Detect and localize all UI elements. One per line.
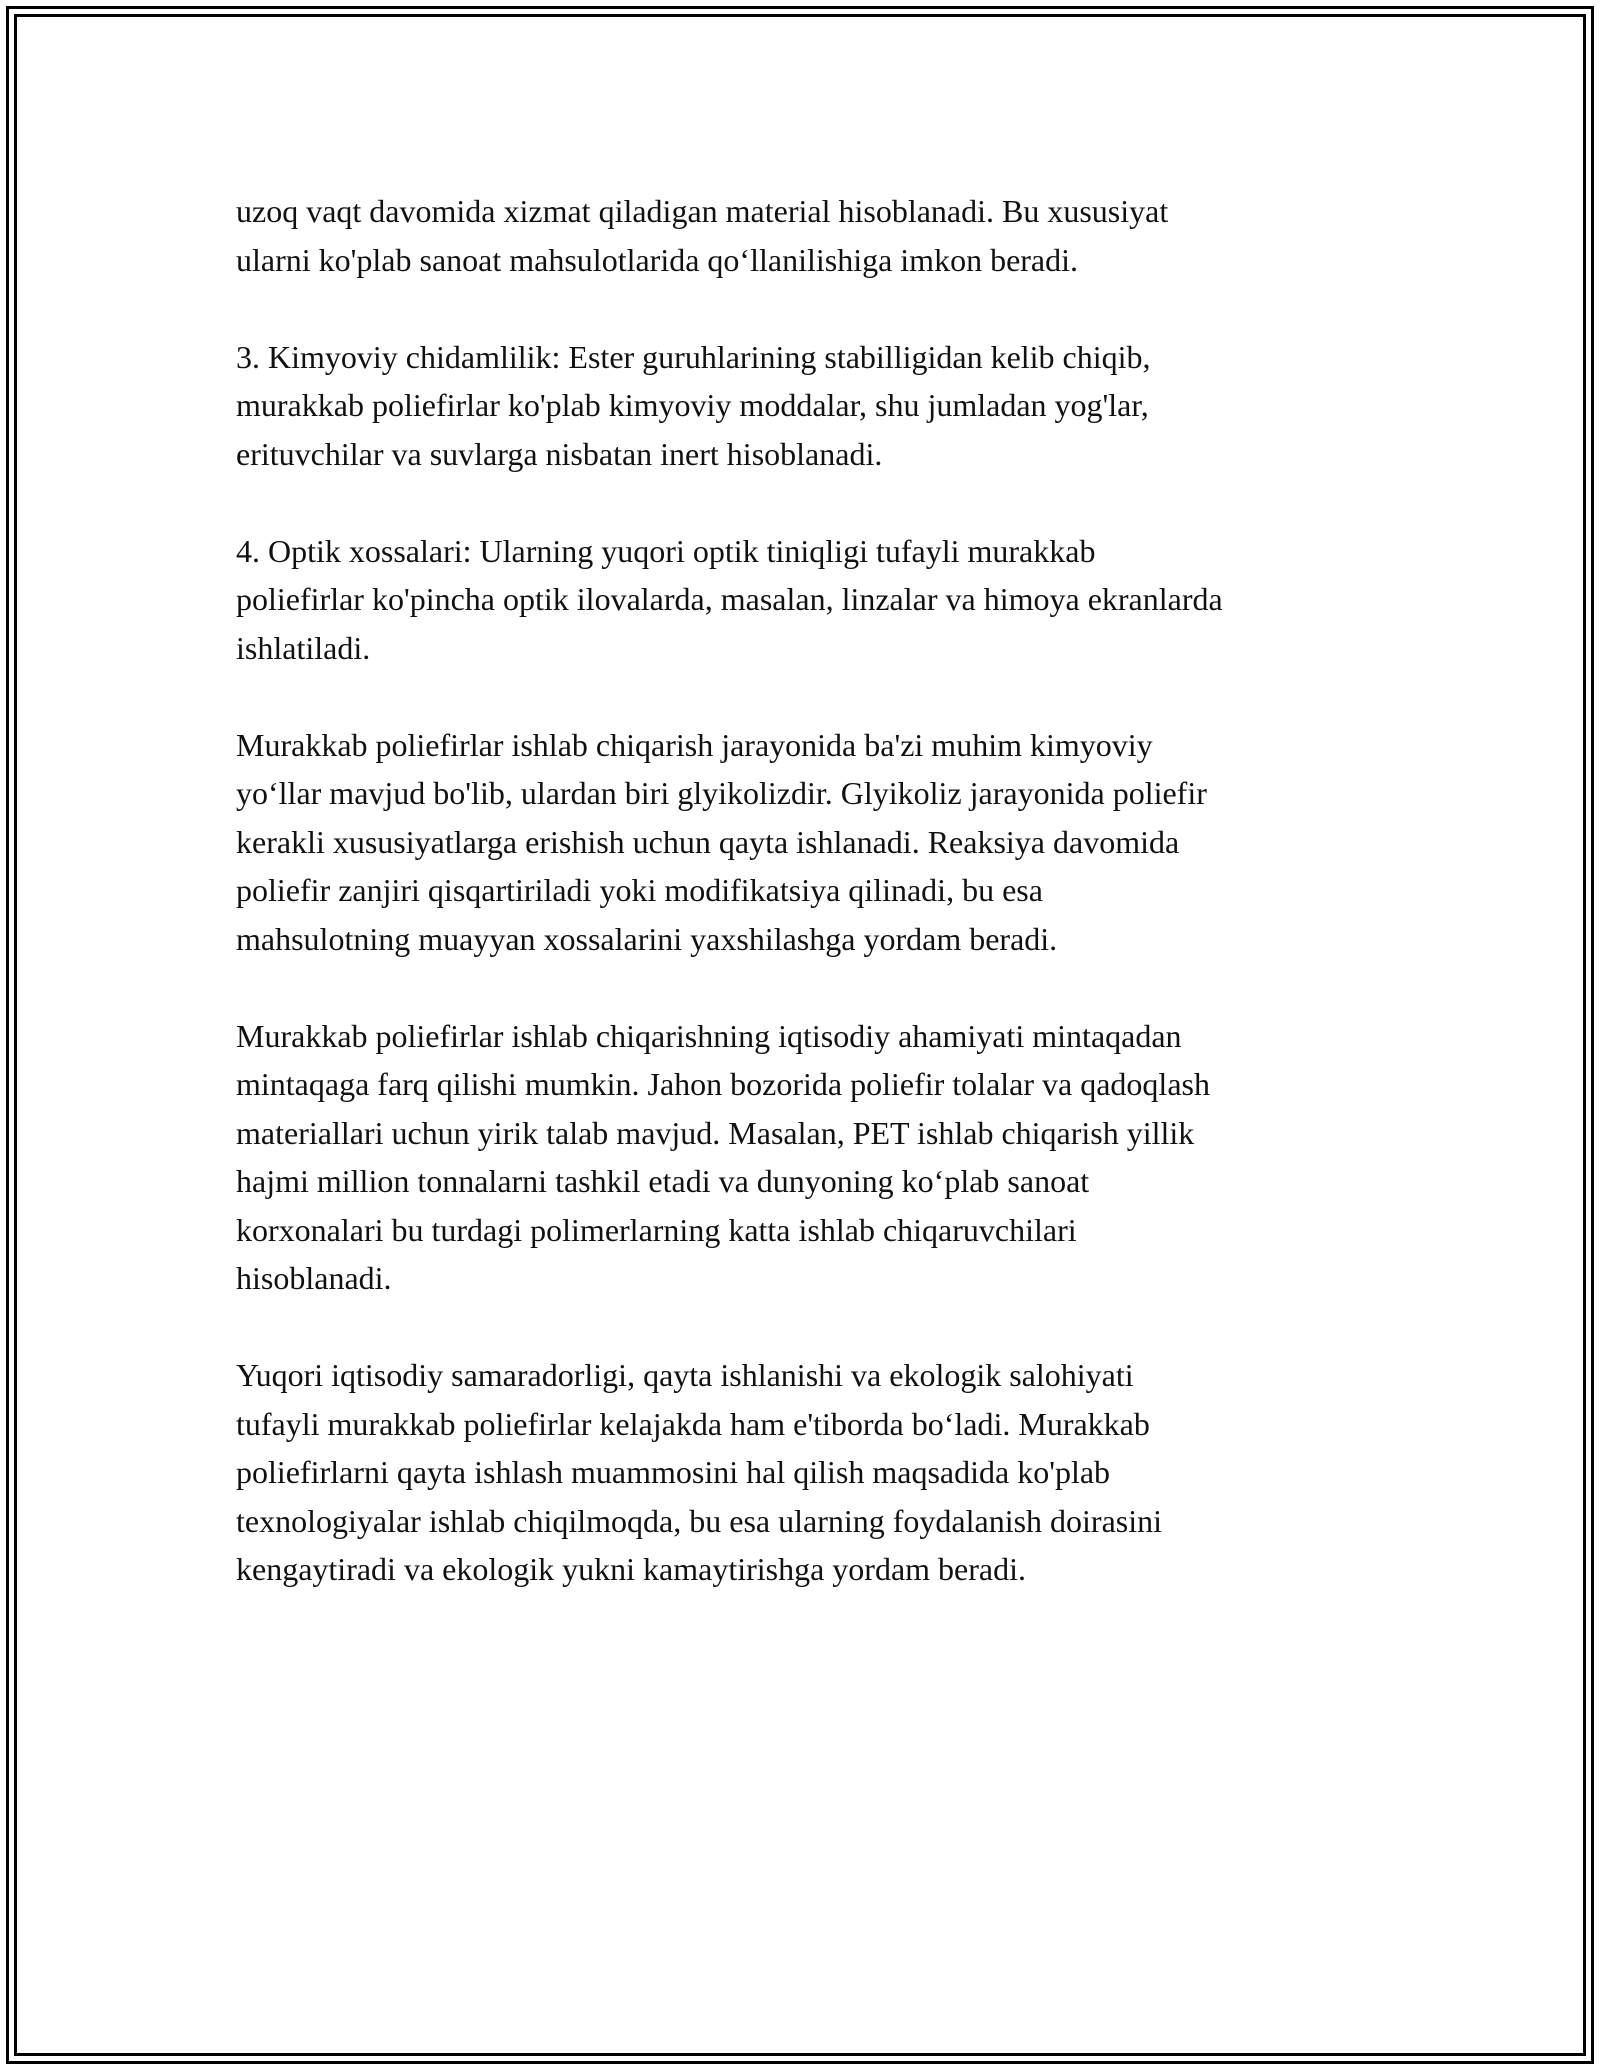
paragraph-chemical-resistance: 3. Kimyoviy chidamlilik: Ester guruhlarining stabilligidan kelib chiqib, murakkab poliefirlar ko'plab kimyoviy moddalar, shu jumladan yog'lar, erituvchilar va suvlarga nisbatan inert hisoblanadi. <box>236 338 1151 472</box>
paragraph-glycolysis: Murakkab poliefirlar ishlab chiqarish jarayonida ba'zi muhim kimyoviy yo‘llar mavjud bo'lib, ulardan biri glyikolizdir. Glyikoliz jarayonida poliefir kerakli xususiyatlarga erishish uchun qayta ishlanadi. Reaksiya davomida poliefir zanjiri qisqartiriladi yoki modifikatsiya qilinadi, bu esa mahsulotning muayyan xossalarini yaxshilashga yordam beradi. <box>236 726 1207 957</box>
paragraph-future-outlook: Yuqori iqtisodiy samaradorligi, qayta ishlanishi va ekologik salohiyati tufayli murakkab poliefirlar kelajakda ham e'tiborda bo‘ladi. Murakkab poliefirlarni qayta ishlash muammosini hal qilish maqsadida ko'plab texnologiyalar ishlab chiqilmoqda, bu esa ularning foydalanish doirasini kengaytiradi va ekologik yukni kamaytirishga yordam beradi. <box>236 1357 1163 1587</box>
document-body <box>236 187 1386 1642</box>
paragraph-durability-continued: uzoq vaqt davomida xizmat qiladigan material hisoblanadi. Bu xususiyat ularni ko'plab sanoat mahsulotlarida qo‘llanilishiga imkon beradi. <box>236 193 1169 278</box>
paragraph-optical-properties: 4. Optik xossalari: Ularning yuqori optik tiniqligi tufayli murakkab poliefirlar ko'pincha optik ilovalarda, masalan, linzalar va himoya ekranlarda ishlatiladi. <box>236 532 1223 666</box>
paragraph-economic-importance: Murakkab poliefirlar ishlab chiqarishning iqtisodiy ahamiyati mintaqadan mintaqaga farq qilishi mumkin. Jahon bozorida poliefir tolalar va qadoqlash materiallari uchun yirik talab mavjud. Masalan, PET ishlab chiqarish yillik hajmi million tonnalarni tashkil etadi va dunyoning ko‘plab sanoat korxonalari bu turdagi polimerlarning katta ishlab chiqaruvchilari hisoblanadi. <box>236 1017 1210 1296</box>
